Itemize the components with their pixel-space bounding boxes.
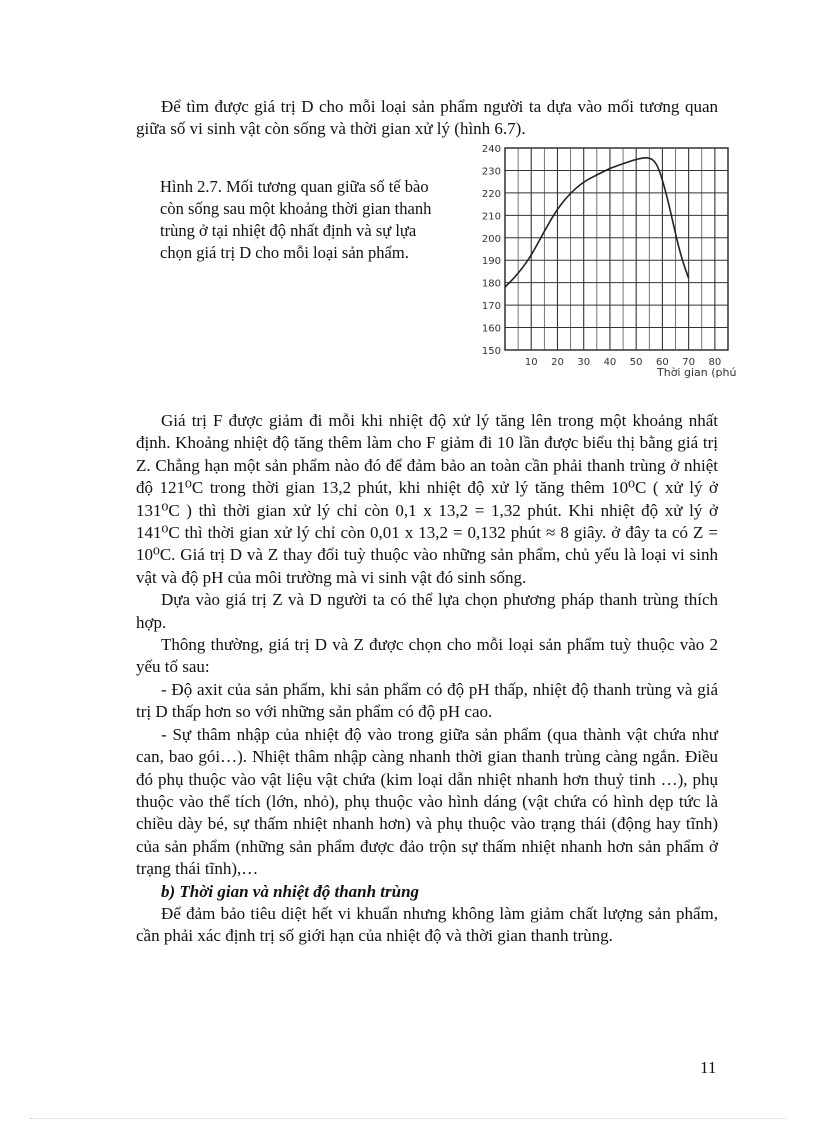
intro-block <box>136 96 718 141</box>
chart-y-tick-label: 180 <box>481 278 501 290</box>
footer-divider <box>30 1118 786 1119</box>
chart-x-tick-label: 80 <box>708 357 722 368</box>
chart-x-axis-label: Thời gian (phú <box>657 366 737 379</box>
paragraph-closing: Để đảm bảo tiêu diệt hết vi khuẩn nhưng không làm giảm chất lượng sản phẩm, cần phải xác định trị số giới hạn của nhiệt độ và thời gian thanh trùng. <box>136 903 718 946</box>
chart-x-tick-label: 30 <box>577 357 591 368</box>
figure-caption: Hình 2.7. Mối tương quan giữa số tế bào còn sống sau một khoảng thời gian thanh trùng ở tại nhiệt độ nhất định và sự lựa chọn giá trị D cho mỗi loại sản phẩm. <box>160 177 432 262</box>
chart-x-tick-label: 20 <box>551 357 564 368</box>
chart-y-tick-label: 230 <box>481 166 501 178</box>
section-heading: b) Thời gian và nhiệt độ thanh trùng <box>161 881 420 901</box>
chart-y-tick-label: 160 <box>481 323 501 335</box>
chart-x-tick-label: 10 <box>524 357 538 368</box>
chart-y-tick-label: 170 <box>481 301 501 313</box>
body-text <box>136 410 718 948</box>
chart-x-tick-label: 60 <box>656 357 669 368</box>
paragraph-f-value: Giá trị F được giảm đi mỗi khi nhiệt độ xử lý tăng lên trong một khoảng nhất định. Khoảng nhiệt độ tăng thêm làm cho F giảm đi 10 lần được biểu thị bằng giá trị Z. Chẳng hạn một sản phẩm nào đó để đảm bảo an toàn cần phải thanh trùng ở nhiệt độ 121⁰C trong thời gian 13,2 phút, khi nhiệt độ xử lý tăng thêm 10⁰C ( xử lý ở 131⁰C ) thì thời gian xử lý chỉ còn 0,1 x 13,2 = 1,32 phút. Khi nhiệt độ xử lý ở 141⁰C thì thời gian xử lý chỉ còn 0,01 x 13,2 = 0,132 phút ≈ 8 giây. ở đây ta có Z = 10⁰C. Giá trị D và Z thay đổi tuỳ thuộc vào những sản phẩm, chủ yếu là loại vi sinh vật và độ pH của môi trường mà vi sinh vật đó sinh sống. <box>136 411 718 587</box>
chart-y-tick-label: 190 <box>481 256 501 268</box>
chart-y-tick-label: 200 <box>481 233 501 245</box>
page-number: 11 <box>700 1058 717 1077</box>
paragraph-factor-acidity: - Độ axit của sản phẩm, khi sản phẩm có độ pH thấp, nhiệt độ thanh trùng và giá trị D thấp hơn so với những sản phẩm có độ pH cao. <box>136 679 718 722</box>
chart-y-tick-label: 210 <box>481 211 501 223</box>
chart-frame <box>505 148 728 350</box>
chart-x-tick-label: 70 <box>682 357 696 368</box>
chart-x-tick-label: 50 <box>629 357 643 368</box>
chart-x-tick-label: 40 <box>603 357 617 368</box>
chart-y-tick-label: 150 <box>481 346 501 357</box>
chart-y-tick-label: 240 <box>481 144 501 155</box>
paragraph-method-choice: Dựa vào giá trị Z và D người ta có thể lựa chọn phương pháp thanh trùng thích hợp. <box>136 590 718 632</box>
survival-temperature-chart <box>470 138 770 388</box>
intro-paragraph: Để tìm được giá trị D cho mỗi loại sản phẩm người ta dựa vào mối tương quan giữa số vi sinh vật còn sống và thời gian xử lý (hình 6.7). <box>136 97 718 139</box>
chart-y-tick-label: 220 <box>481 188 501 200</box>
paragraph-factors-intro: Thông thường, giá trị D và Z được chọn cho mỗi loại sản phẩm tuỳ thuộc vào 2 yếu tố sau: <box>136 635 718 677</box>
paragraph-factor-heat-penetration: - Sự thâm nhập của nhiệt độ vào trong giữa sản phẩm (qua thành vật chứa như can, bao gói…). Nhiệt thâm nhập càng nhanh thời gian thanh trùng càng ngắn. Điều đó phụ thuộc vào vật liệu vật chứa (kim loại dẫn nhiệt nhanh hơn thuỷ tinh …), phụ thuộc vào thể tích (lớn, nhỏ), phụ thuộc vào hình dáng (vật chứa có hình dẹp tức là chiều dày bé, sự thấm nhiệt nhanh hơn) và phụ thuộc vào trạng thái (động hay tĩnh) của sản phẩm (những sản phẩm được đảo trộn sự thấm nhiệt nhanh hơn sản phẩm ở trạng thái tĩnh),… <box>136 724 718 879</box>
